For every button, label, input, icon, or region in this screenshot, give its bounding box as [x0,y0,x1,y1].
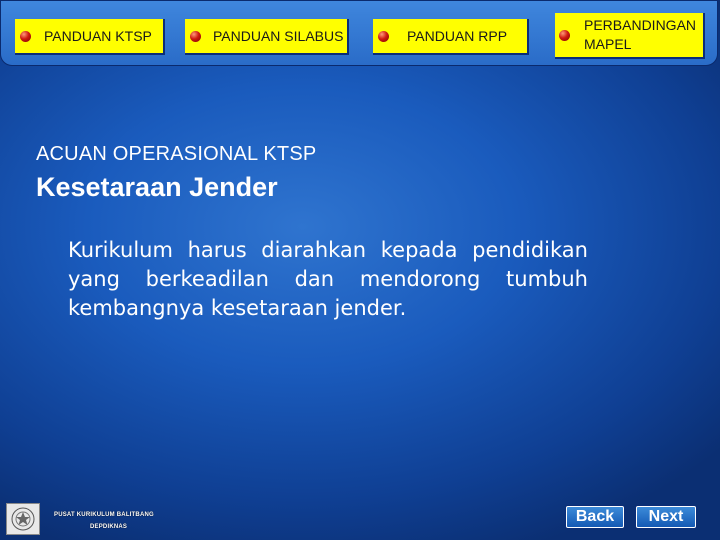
nav-label: PANDUAN SILABUS [213,28,344,44]
nav-panduan-ktsp-button[interactable] [15,19,165,55]
section-subtitle: ACUAN OPERASIONAL KTSP [36,143,317,165]
nav-perbandingan-mapel-button[interactable] [555,13,705,59]
page-title: Kesetaraan Jender [36,172,278,202]
nav-panduan-rpp-button[interactable] [373,19,529,55]
footer-department: DEPDIKNAS [90,524,128,530]
red-bullet-icon [559,30,570,41]
top-navigation-bar [0,0,718,66]
nav-label: PERBANDINGAN MAPEL [584,17,697,52]
nav-label: PANDUAN KTSP [44,28,152,44]
depdiknas-logo-icon [6,503,40,535]
nav-panduan-silabus-button[interactable] [185,19,349,55]
body-paragraph: Kurikulum harus diarahkan kepada pendidikan yang berkeadilan dan mendorong tumbuh kembangnya kesetaraan jender. [68,238,588,320]
next-button[interactable]: Next [636,506,696,528]
red-bullet-icon [378,31,389,42]
nav-label: PANDUAN RPP [407,28,508,44]
red-bullet-icon [20,31,31,42]
red-bullet-icon [190,31,201,42]
footer-organization: PUSAT KURIKULUM BALITBANG [54,512,154,518]
back-button[interactable]: Back [566,506,624,528]
